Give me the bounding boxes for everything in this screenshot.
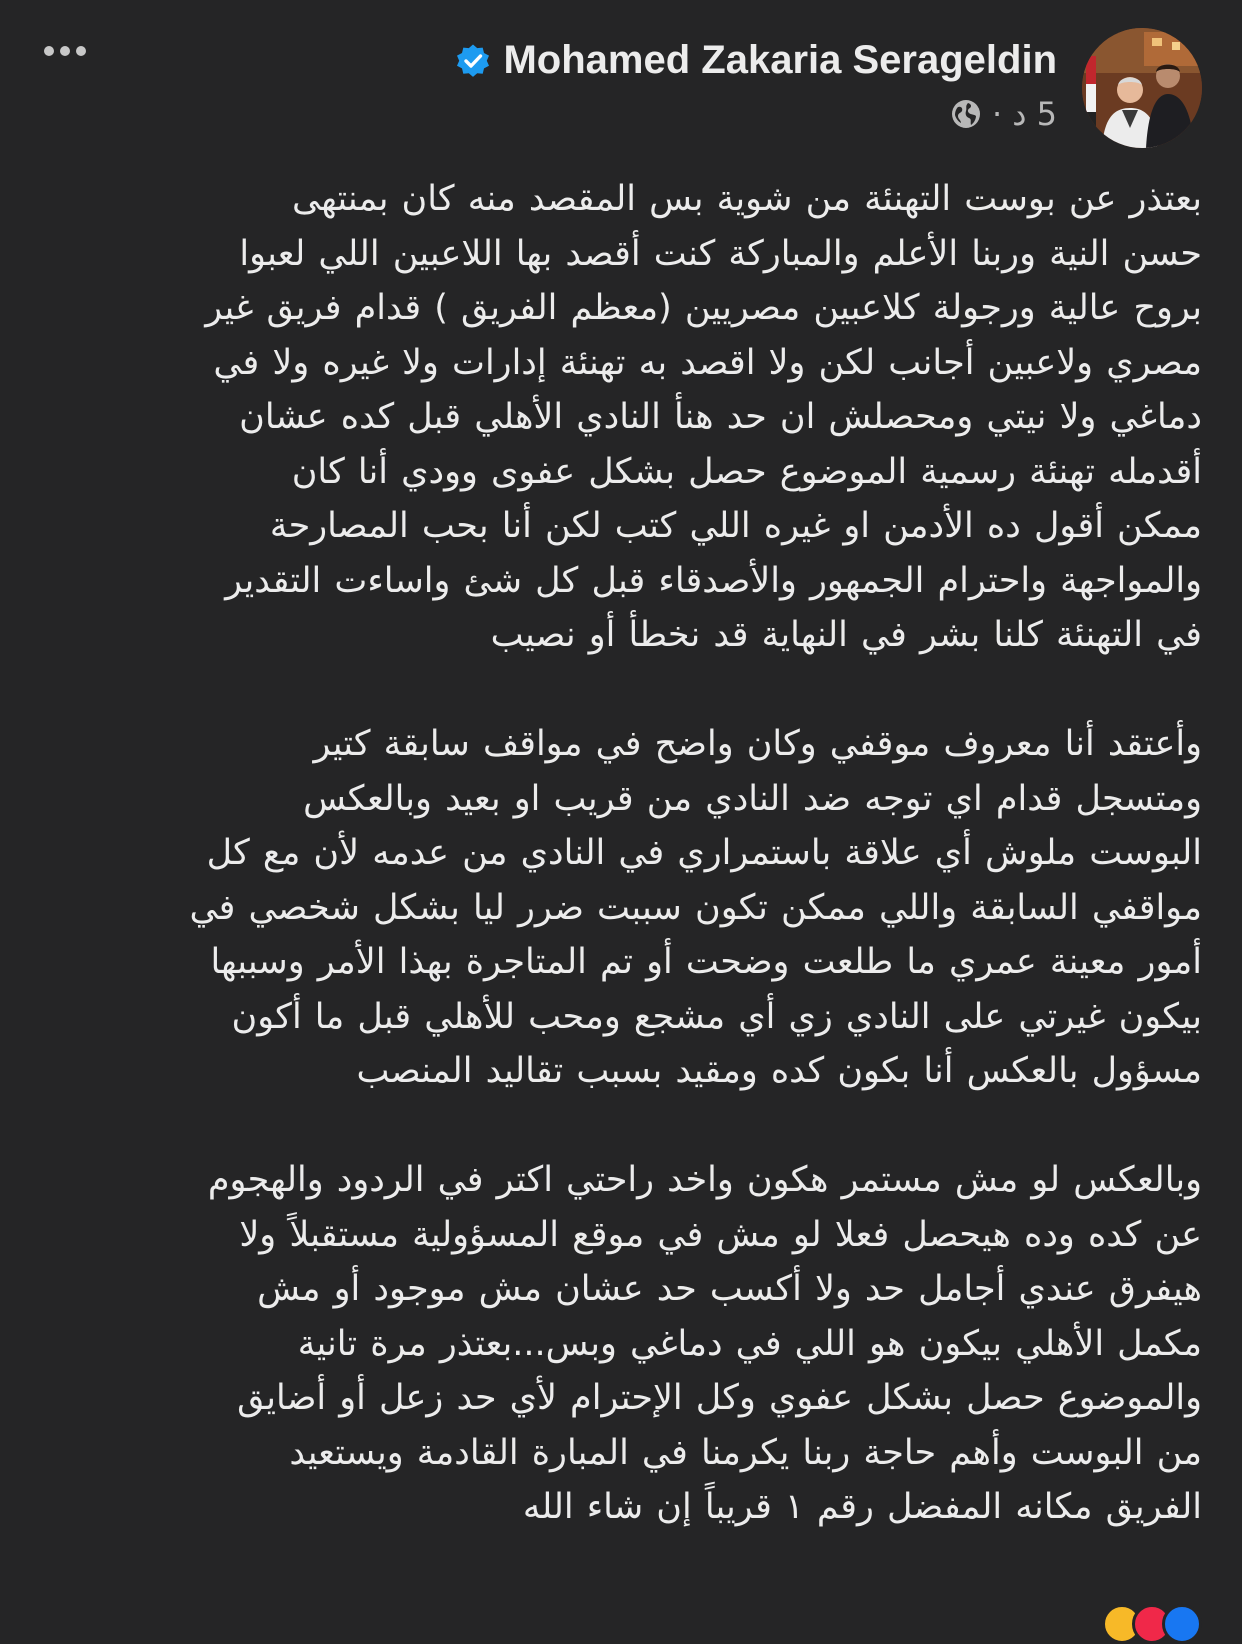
text-line: عن كده وده هيحصل فعلا لو مش في موقع المسؤولية مستقبلاً ولا <box>239 1214 1202 1255</box>
meta-separator: · <box>992 95 1003 133</box>
text-line: والموضوع حصل بشكل عفوي وكل الإحترام لأي حد زعل أو أضايق <box>237 1378 1202 1418</box>
text-line: حسن النية وربنا الأعلم والمباركة كنت أقصد بها اللاعبين اللي لعبوا <box>239 233 1202 274</box>
author-name[interactable]: Mohamed Zakaria Serageldin <box>503 38 1057 82</box>
text-line: البوست ملوش أي علاقة باستمراري في النادي من عدمه لأن مع كل <box>206 833 1202 873</box>
text-line: بيكون غيرتي على النادي زي أي مشجع ومحب للأهلي قبل ما أكون <box>231 996 1202 1037</box>
text-line: الفريق مكانه المفضل رقم ١ قريباً إن شاء الله <box>522 1487 1202 1527</box>
paragraph <box>30 717 1202 1099</box>
paragraph <box>30 172 1202 663</box>
text-line: وبالعكس لو مش مستمر هكون واخد راحتي اكتر في الردود والهجوم <box>207 1160 1202 1200</box>
more-dots-icon <box>60 46 70 56</box>
text-line: في التهنئة كلنا بشر في النهاية قد نخطأ أو نصيب <box>490 615 1202 655</box>
post-time[interactable]: 5 د <box>1012 95 1057 133</box>
text-line: من البوست وأهم حاجة ربنا يكرمنا في المبارة القادمة ويستعيد <box>289 1432 1202 1473</box>
reactions-summary[interactable] <box>1112 1604 1202 1644</box>
post-meta <box>455 95 1057 133</box>
more-dots-icon <box>76 46 86 56</box>
paragraph-gap <box>30 1099 1202 1154</box>
paragraph <box>30 1153 1202 1535</box>
text-line: مصري ولاعبين أجانب لكن ولا اقصد به تهنئة إدارات ولا غيره ولا في <box>213 342 1202 383</box>
text-line: هيفرق عندي أجامل حد ولا أكسب حد عشان مش موجود أو مش <box>257 1269 1202 1309</box>
more-dots-icon <box>44 46 54 56</box>
text-line: أقدمله تهنئة رسمية الموضوع حصل بشكل عفوى وودي أنا كان <box>291 451 1202 492</box>
text-line: وأعتقد أنا معروف موقفي وكان واضح في مواقف سابقة كتير <box>313 724 1202 764</box>
text-line: مواقفي السابقة واللي ممكن تكون سببت ضرر ليا بشكل شخصي في <box>189 887 1202 928</box>
verified-badge-icon <box>455 43 491 79</box>
text-line: مسؤول بالعكس أنا بكون كده ومقيد بسبب تقاليد المنصب <box>356 1051 1202 1091</box>
text-line: مكمل الأهلي بيكون هو اللي في دماغي وبس...بعتذر مرة تانية <box>297 1323 1202 1364</box>
like-reaction-icon <box>1162 1604 1202 1644</box>
paragraph-gap <box>30 663 1202 718</box>
author-block <box>455 38 1057 133</box>
text-line: ومتسجل قدام اي توجه ضد النادي من قريب او بعيد وبالعكس <box>303 778 1202 819</box>
more-options-button[interactable] <box>44 46 86 56</box>
author-line <box>455 38 1057 83</box>
text-line: بروح عالية ورجولة كلاعبين مصريين (معظم الفريق ) قدام فريق غير <box>205 288 1202 328</box>
text-line: أمور معينة عمري ما طلعت وضحت أو تم المتاجرة بهذا الأمر وسببها <box>210 942 1202 982</box>
text-line: بعتذر عن بوست التهنئة من شوية بس المقصد منه كان بمنتهى <box>292 179 1202 219</box>
text-line: والمواجهة واحترام الجمهور والأصدقاء قبل كل شئ واساءت التقدير <box>225 560 1202 601</box>
globe-icon[interactable] <box>950 98 982 130</box>
avatar[interactable] <box>1082 28 1202 148</box>
text-line: ممكن أقول ده الأدمن او غيره اللي كتب لكن أنا بحب المصارحة <box>269 506 1202 546</box>
post-header <box>40 24 1202 154</box>
post-body <box>30 172 1202 1535</box>
text-line: دماغي ولا نيتي ومحصلش ان حد هنأ النادي الأهلي قبل كده عشان <box>239 397 1202 437</box>
